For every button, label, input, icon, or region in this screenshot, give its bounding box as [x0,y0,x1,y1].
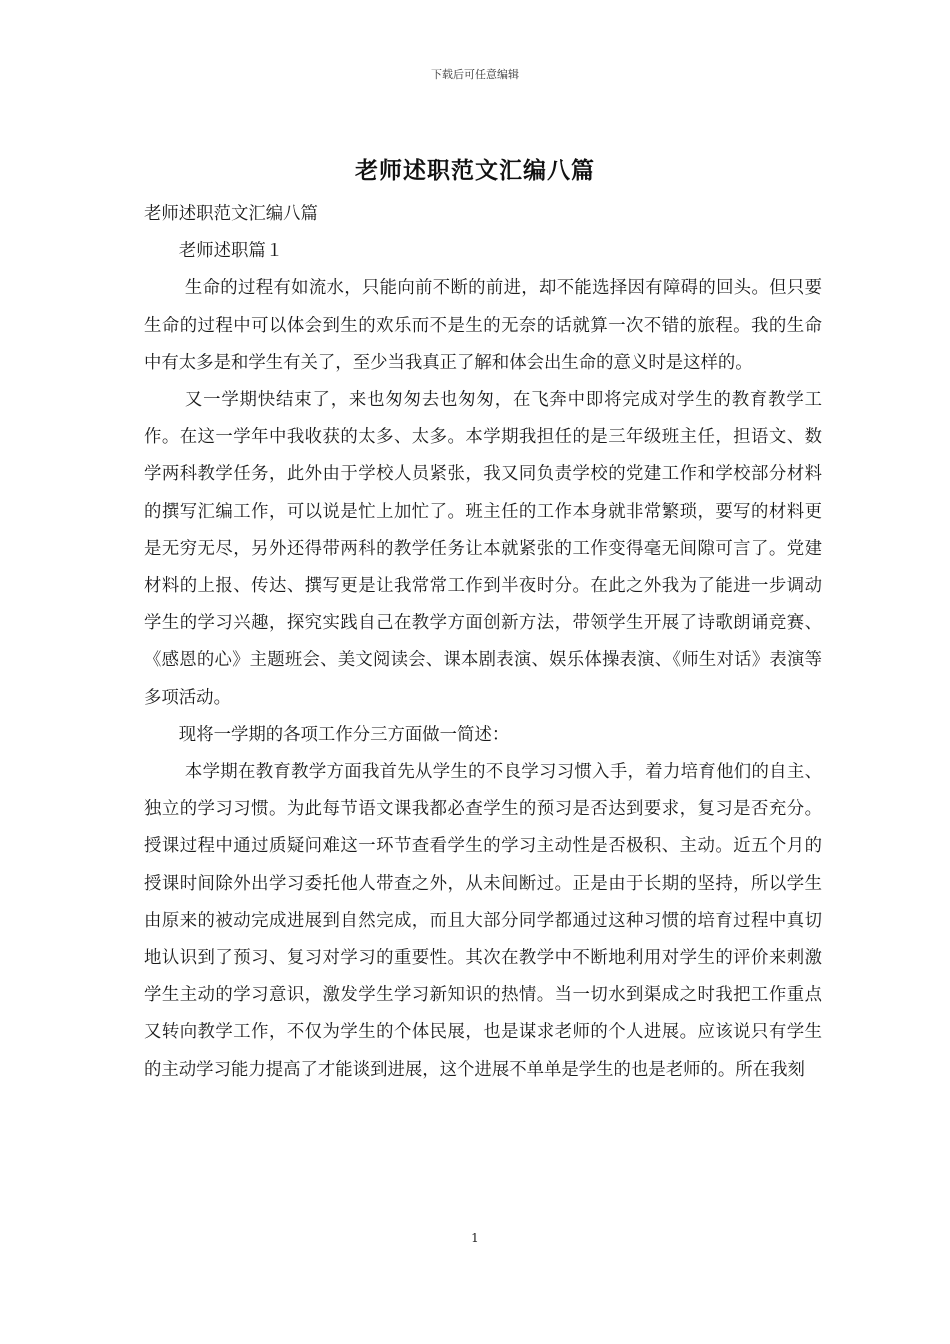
document-body [144,196,822,1089]
paragraph: 本学期在教育教学方面我首先从学生的不良学习习惯入手，着力培育他们的自主、独立的学习习惯。为此每节语文课我都必查学生的预习是否达到要求，复习是否充分。授课过程中通过质疑问难这一环节查看学生的学习主动性是否极积、主动。近五个月的授课时间除外出学习委托他人带查之外，从未间断过。正是由于长期的坚持，所以学生由原来的被动完成进展到自然完成，而且大部分同学都通过这种习惯的培育过程中真切地认识到了预习、复习对学习的重要性。其次在教学中不断地利用对学生的评价来刺激学生主动的学习意识，激发学生学习新知识的热情。当一切水到渠成之时我把工作重点又转向教学工作，不仅为学生的个体民展，也是谋求老师的个人进展。应该说只有学生的主动学习能力提高了才能谈到进展，这个进展不单单是学生的也是老师的。所在我刻 [144,762,822,1080]
paragraph: 又一学期快结束了，来也匆匆去也匆匆，在飞奔中即将完成对学生的教育教学工作。在这一学年中我收获的太多、太多。本学期我担任的是三年级班主任，担语文、数学两科教学任务，此外由于学校人员紧张，我又同负责学校的党建工作和学校部分材料的撰写汇编工作，可以说是忙上加忙了。班主任的工作本身就非常繁琐，要写的材料更是无穷无尽，另外还得带两科的教学任务让本就紧张的工作变得毫无间隙可言了。党建材料的上报、传达、撰写更是让我常常工作到半夜时分。在此之外我为了能进一步调动学生的学习兴趣，探究实践自己在教学方面创新方法，带领学生开展了诗歌朗诵竞赛、《感恩的心》主题班会、美文阅读会、课本剧表演、娱乐体操表演、《师生对话》表演等多项活动。 [144,390,822,708]
document-subtitle: 老师述职范文汇编八篇 [144,204,318,224]
paragraph: 现将一学期的各项工作分三方面做一简述： [178,724,510,745]
paragraph: 生命的过程有如流水，只能向前不断的前进，却不能选择因有障碍的回头。但只要生命的过程中可以体会到生的欢乐而不是生的无奈的话就算一次不错的旅程。我的生命中有太多是和学生有关了，至少当我真正了解和体会出生命的意义时是这样的。 [144,278,822,373]
section-heading: 老师述职篇１ [178,241,284,262]
document-title: 老师述职范文汇编八篇 [355,157,595,184]
page-number: 1 [471,1231,479,1245]
header-note: 下载后可任意编辑 [431,68,519,81]
